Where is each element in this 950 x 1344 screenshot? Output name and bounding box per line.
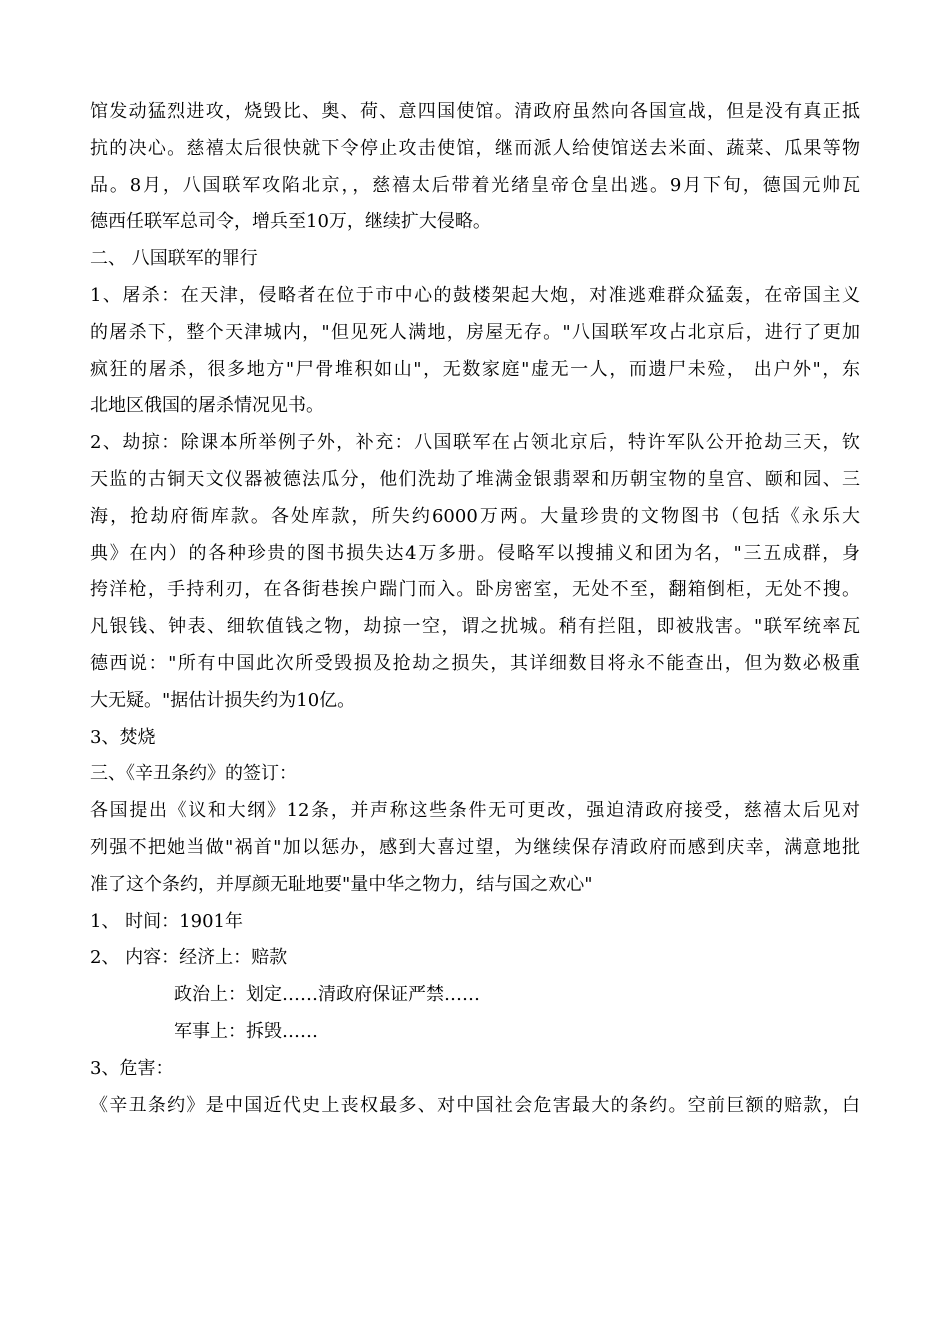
paragraph-line: 海，抢劫府衙库款。各处库款，所失约6000万两。大量珍贵的文物图书（包括《永乐大 [90, 505, 860, 527]
paragraph-line: 的屠杀下，整个天津城内，"但见死人满地，房屋无存。"八国联军攻占北京后，进行了更加 [90, 321, 860, 343]
section-heading: 三、《辛丑条约》的签订： [90, 763, 297, 785]
paragraph-line: 典》在内）的各种珍贵的图书损失达4万多册。侵略军以搜捕义和团为名，"三五成群，身 [90, 542, 860, 564]
list-item: 1、 时间：1901年 [90, 910, 243, 932]
list-subitem: 军事上：拆毁…… [174, 1020, 318, 1042]
paragraph-line: 德西说："所有中国此次所受毁损及抢劫之损失，其详细数目将永不能查出，但为数必极重 [90, 652, 860, 674]
subsection-heading: 3、焚烧 [90, 726, 156, 748]
list-subitem: 政治上：划定……清政府保证严禁…… [174, 984, 480, 1006]
paragraph-line: 天监的古铜天文仪器被德法瓜分，他们洗劫了堆满金银翡翠和历朝宝物的皇宫、颐和园、三 [90, 468, 860, 490]
paragraph-line: 北地区俄国的屠杀情况见书。 [90, 395, 324, 417]
list-item: 3、危害： [90, 1057, 174, 1079]
paragraph-line: 挎洋枪，手持利刃，在各街巷挨户踹门而入。卧房密室，无处不至，翻箱倒柜，无处不搜。 [90, 579, 860, 601]
paragraph-line: 各国提出《议和大纲》12条，并声称这些条件无可更改，强迫清政府接受，慈禧太后见对 [90, 800, 860, 822]
paragraph-line: 列强不把她当做"祸首"加以惩办，感到大喜过望，为继续保存清政府而感到庆幸，满意地批 [90, 836, 860, 858]
section-heading: 二、 八国联军的罪行 [90, 248, 258, 270]
list-item: 2、 内容：经济上：赔款 [90, 947, 288, 969]
paragraph-line: 品。8月，八国联军攻陷北京，，慈禧太后带着光绪皇帝仓皇出逃。9月下旬，德国元帅瓦 [90, 174, 860, 196]
paragraph-line: 大无疑。"据估计损失约为10亿。 [90, 689, 356, 711]
paragraph-line: 疯狂的屠杀，很多地方"尸骨堆积如山"，无数家庭"虚无一人，而遗尸未殓， 出户外"，东 [90, 358, 860, 380]
document-body [90, 94, 860, 1124]
paragraph-line: 《辛丑条约》是中国近代史上丧权最多、对中国社会危害最大的条约。空前巨额的赔款，白 [90, 1094, 860, 1116]
paragraph-line: 2、劫掠：除课本所举例子外，补充：八国联军在占领北京后，特许军队公开抢劫三天，钦 [90, 432, 860, 454]
paragraph-line: 准了这个条约，并厚颜无耻地要"量中华之物力，结与国之欢心" [90, 873, 593, 895]
paragraph-line: 抗的决心。慈禧太后很快就下令停止攻击使馆，继而派人给使馆送去米面、蔬菜、瓜果等物 [90, 137, 860, 159]
paragraph-line: 馆发动猛烈进攻，烧毁比、奥、荷、意四国使馆。清政府虽然向各国宣战，但是没有真正抵 [90, 101, 860, 122]
paragraph-line: 1、屠杀：在天津，侵略者在位于市中心的鼓楼架起大炮，对准逃难群众猛轰，在帝国主义 [90, 284, 860, 306]
paragraph-line: 凡银钱、钟表、细软值钱之物，劫掠一空，谓之扰城。稍有拦阻，即被戕害。"联军统率瓦 [90, 616, 860, 638]
paragraph-line: 德西任联军总司令，增兵至10万，继续扩大侵略。 [90, 211, 491, 233]
